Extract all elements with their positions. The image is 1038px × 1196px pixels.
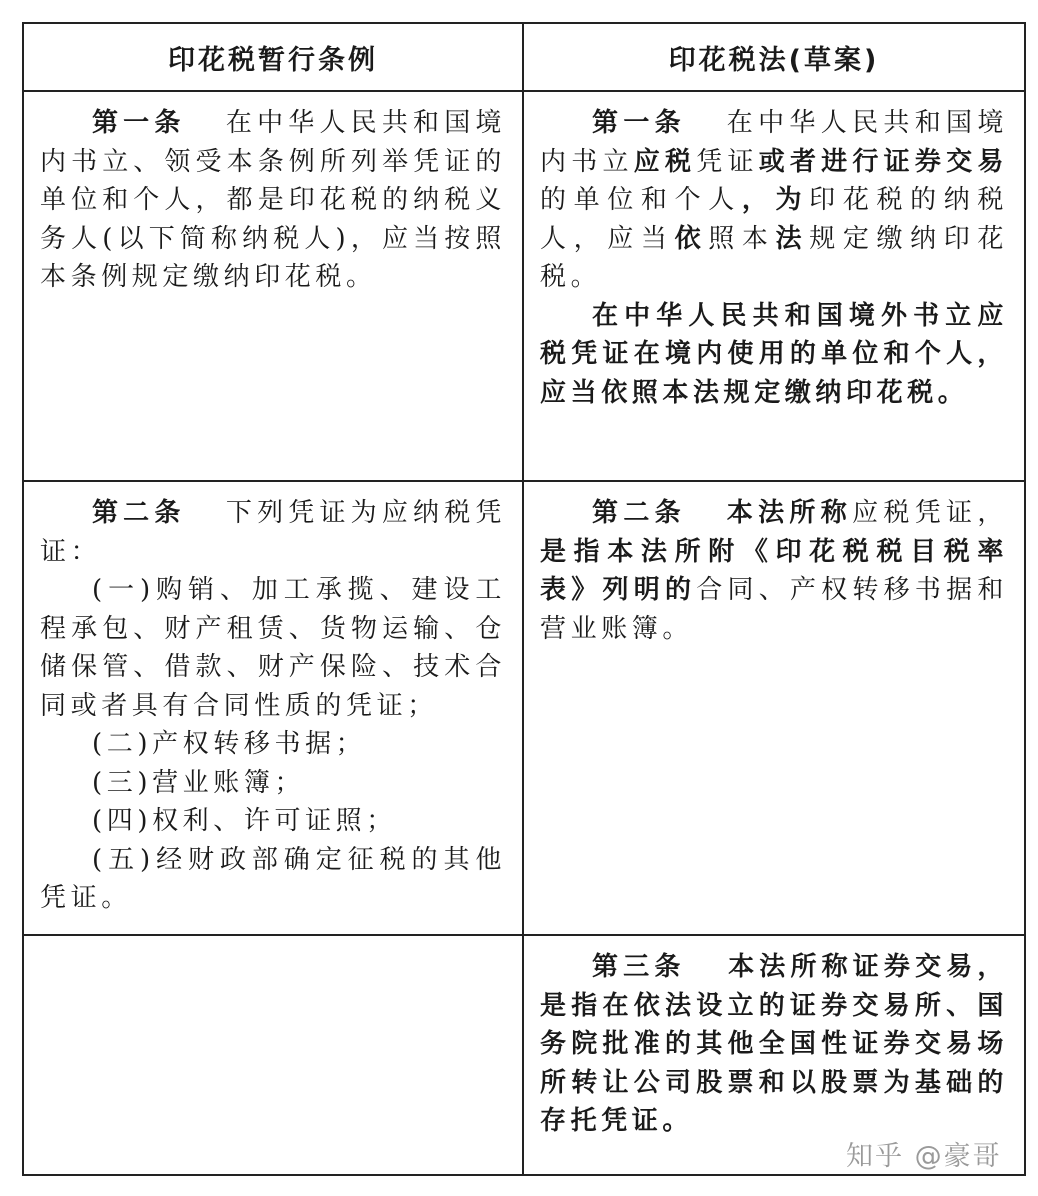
header-row <box>23 23 1025 91</box>
list-item: (二)产权转移书据； <box>92 729 367 759</box>
text-segment: 照本 <box>708 223 776 254</box>
comparison-table <box>22 22 1026 1176</box>
text-segment-bold: 是指本法所附《印花税税目税率表》列明的 <box>540 536 1008 605</box>
article-text: 在中华人民共和国境内书立、领受本条例所列举凭证的单位和个人，都是印花税的纳税义务人(以下简称纳税人)，应当按照本条例规定缴纳印花税。 <box>40 108 506 292</box>
text-segment-bold: 法 <box>775 223 810 254</box>
list-item: (五)经财政部确定征税的其他凭证。 <box>40 844 506 913</box>
table-row <box>23 91 1025 481</box>
text-segment: 的单位和个人 <box>540 185 742 215</box>
cell-left-article-1 <box>23 91 523 481</box>
article-number: 第三条 <box>592 952 686 982</box>
article-number: 第一条 <box>592 108 686 138</box>
text-segment-bold: ，为 <box>741 185 810 215</box>
article-text: 下列凭证为应纳税凭证： <box>40 498 506 567</box>
cell-right-article-2 <box>523 481 1025 935</box>
text-segment: 应税凭证， <box>852 498 1008 528</box>
text-segment-bold: 应税 <box>633 146 697 177</box>
cell-left-empty <box>23 935 523 1175</box>
text-segment-bold: 依 <box>674 223 709 254</box>
article-text: 本法所称证券交易，是指在依法设立的证券交易所、国务院批准的其他全国性证券交易场所转让公司股票和以股票为基础的存托凭证。 <box>540 952 1008 1136</box>
text-segment: 规定缴纳印花税。 <box>540 223 1009 292</box>
list-item: (一)购销、加工承揽、建设工程承包、财产租赁、货物运输、仓储保管、借款、财产保险、技术合同或者具有合同性质的凭证； <box>40 575 506 721</box>
table-row <box>23 481 1025 935</box>
article-number: 第二条 <box>92 498 186 528</box>
text-segment-bold: 本法所称 <box>726 498 853 528</box>
text-segment-bold: 或者进行证券交易 <box>758 146 1008 177</box>
cell-right-article-1 <box>523 91 1025 481</box>
article-number: 第一条 <box>92 108 186 138</box>
header-right: 印花税法(草案) <box>523 23 1025 91</box>
watermark: 知乎 @豪哥 <box>846 1141 1002 1172</box>
text-segment: 凭证 <box>696 146 759 177</box>
text-segment: 印花税的纳税人，应当 <box>540 185 1008 254</box>
list-item: (四)权利、许可证照； <box>92 806 397 836</box>
text-segment: 在中华人民共和国境内书立 <box>540 108 1008 177</box>
article-number: 第二条 <box>592 498 686 528</box>
text-segment: 合同、产权转移书据和营业账簿。 <box>540 575 1008 644</box>
cell-left-article-2 <box>23 481 523 935</box>
list-item: (三)营业账簿； <box>92 767 306 798</box>
header-left: 印花税暂行条例 <box>23 23 523 91</box>
article-paragraph-2: 在中华人民共和国境外书立应税凭证在境内使用的单位和个人，应当依照本法规定缴纳印花税。 <box>540 300 1008 408</box>
